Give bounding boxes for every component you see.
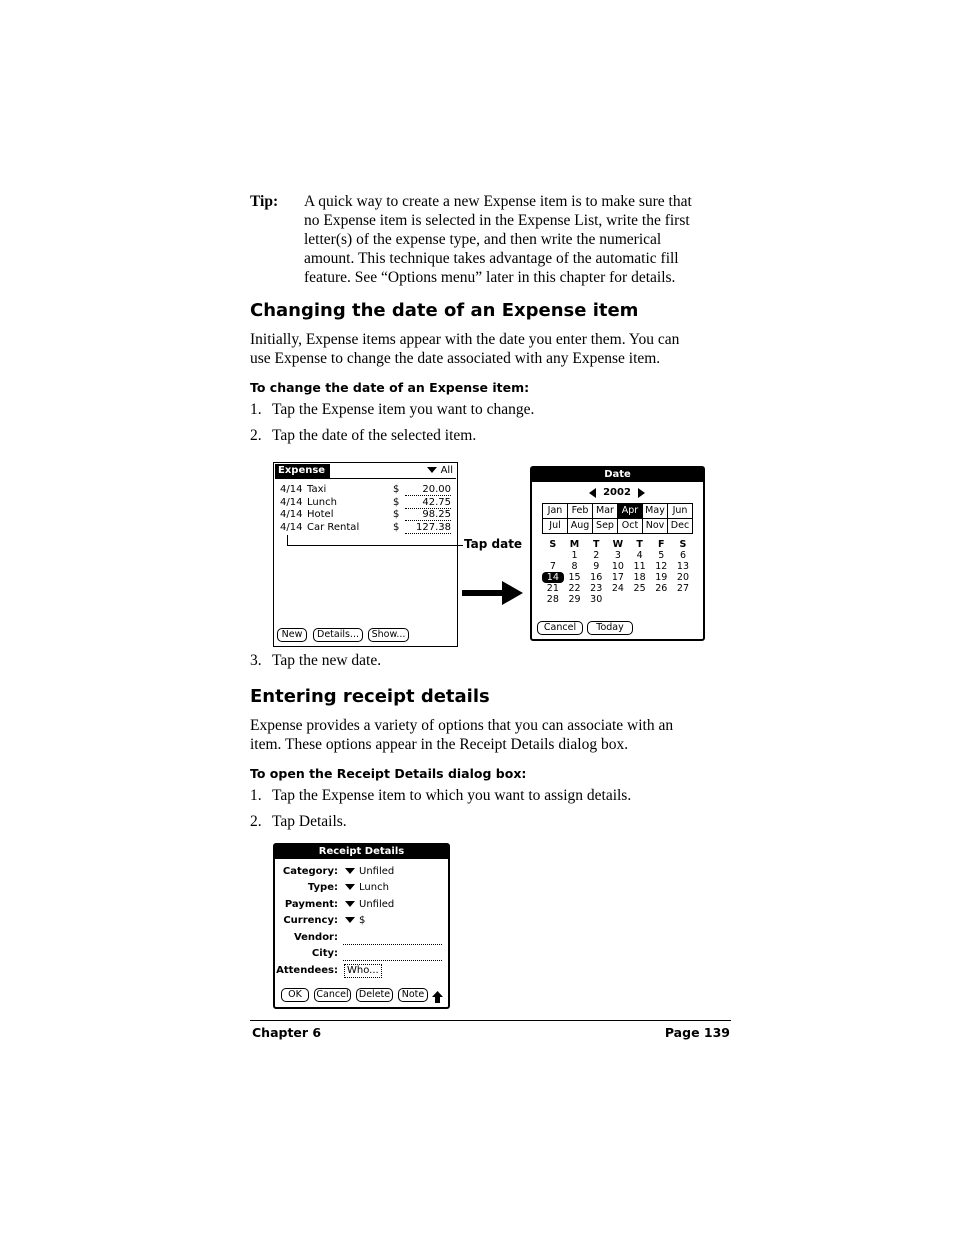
- day-cell[interactable]: 20: [676, 572, 690, 583]
- month-aug[interactable]: Aug: [567, 518, 593, 534]
- step-number: 1.: [250, 401, 262, 418]
- right-arrow-icon: [462, 579, 524, 607]
- month-jun[interactable]: Jun: [667, 503, 693, 519]
- new-button[interactable]: New: [277, 628, 307, 642]
- day-cell[interactable]: 1: [571, 550, 578, 561]
- year-selector: [587, 486, 647, 500]
- section-intro: [250, 330, 730, 368]
- expense-list-screen: [273, 462, 458, 647]
- step-text: Tap the date of the selected item.: [272, 427, 477, 444]
- tip-line: no Expense item is selected in the Expense List, write the first: [304, 212, 690, 229]
- day-cell[interactable]: 19: [655, 572, 668, 583]
- day-cell[interactable]: 2: [593, 550, 600, 561]
- day-cell[interactable]: 23: [590, 583, 603, 594]
- expense-amount[interactable]: 127.38: [405, 522, 451, 534]
- category-row: [275, 866, 445, 882]
- day-cell[interactable]: 12: [655, 561, 668, 572]
- day-cell[interactable]: 24: [611, 583, 624, 594]
- weekday-header: S: [549, 539, 557, 550]
- step: [250, 427, 476, 445]
- footer-chapter: Chapter 6: [252, 1025, 322, 1040]
- day-cell[interactable]: 5: [658, 550, 665, 561]
- field-label: Type:: [307, 882, 338, 893]
- expense-currency: $: [393, 484, 400, 495]
- month-apr[interactable]: Apr: [617, 503, 643, 519]
- expense-row[interactable]: [280, 497, 450, 510]
- footer-page: Page 139: [664, 1025, 730, 1040]
- month-mar[interactable]: Mar: [592, 503, 618, 519]
- triangle-down-icon: [345, 884, 355, 890]
- date-picker-screen: [530, 466, 705, 641]
- date-title: Date: [532, 468, 703, 482]
- intro-line: Expense provides a variety of options that you can associate with an: [250, 717, 674, 734]
- weekday-header: T: [636, 539, 643, 550]
- intro-line: use Expense to change the date associated with any Expense item.: [250, 350, 661, 367]
- weekday-header: S: [679, 539, 687, 550]
- vendor-field[interactable]: [343, 933, 442, 945]
- day-cell[interactable]: 26: [655, 583, 668, 594]
- show-button[interactable]: Show...: [368, 628, 409, 642]
- field-label: Vendor:: [293, 932, 338, 943]
- up-arrow-icon[interactable]: [432, 991, 443, 1003]
- step-text: Tap the new date.: [272, 652, 382, 669]
- details-button[interactable]: Details...: [313, 628, 363, 642]
- tip-line: amount. This technique takes advantage of the automatic fill: [304, 250, 679, 267]
- currency-row: [275, 915, 445, 931]
- empty-day-cell: [542, 550, 564, 561]
- step: [250, 787, 631, 805]
- step: [250, 652, 381, 670]
- month-jul[interactable]: Jul: [542, 518, 568, 534]
- step: [250, 813, 347, 831]
- step: [250, 401, 534, 419]
- day-cell[interactable]: 15: [568, 572, 581, 583]
- day-grid: [542, 539, 694, 605]
- field-label: Category:: [282, 866, 338, 877]
- receipt-details-dialog: [273, 843, 450, 1009]
- step-text: Tap the Expense item to which you want to assign details.: [272, 787, 632, 804]
- tip-line: feature. See “Options menu” later in this chapter for details.: [304, 269, 676, 286]
- expense-rows: [280, 484, 450, 534]
- day-cell[interactable]: 13: [676, 561, 690, 572]
- picker-value: Lunch: [359, 882, 389, 893]
- callout-label: Tap date: [464, 537, 523, 551]
- tip-label: Tip:: [250, 193, 279, 210]
- tip-line: A quick way to create a new Expense item is to make sure that: [304, 193, 692, 210]
- category-picker[interactable]: [345, 866, 394, 877]
- intro-line: Initially, Expense items appear with the date you enter them. You can: [250, 331, 680, 348]
- payment-row: [275, 899, 445, 915]
- expense-currency: $: [393, 496, 400, 508]
- next-year-icon[interactable]: [638, 488, 645, 498]
- month-oct[interactable]: Oct: [617, 518, 643, 534]
- day-cell[interactable]: 11: [633, 561, 646, 572]
- type-picker[interactable]: [345, 882, 389, 893]
- day-cell[interactable]: 25: [633, 583, 646, 594]
- title-rule: [275, 478, 456, 479]
- day-cell[interactable]: 17: [611, 572, 624, 583]
- step-text: Tap the Expense item you want to change.: [272, 401, 535, 418]
- step-text: Tap Details.: [272, 813, 347, 830]
- day-cell[interactable]: 27: [676, 583, 690, 594]
- day-cell[interactable]: 18: [633, 572, 646, 583]
- section-intro: [250, 716, 730, 754]
- city-row: [275, 948, 445, 964]
- delete-button[interactable]: Delete: [356, 988, 393, 1002]
- section-heading: Changing the date of an Expense item: [250, 300, 639, 321]
- weekday-header: M: [569, 539, 580, 550]
- expense-name: Hotel: [307, 509, 334, 520]
- field-label: Attendees:: [276, 965, 338, 976]
- footer-rule: [250, 1020, 731, 1021]
- day-cell[interactable]: 22: [568, 583, 581, 594]
- day-cell[interactable]: 16: [590, 572, 603, 583]
- procedure-heading: To open the Receipt Details dialog box:: [250, 766, 527, 781]
- day-cell[interactable]: 21: [546, 583, 559, 594]
- day-cell[interactable]: 14: [542, 572, 564, 583]
- cancel-button[interactable]: Cancel: [537, 621, 583, 635]
- ok-button[interactable]: OK: [281, 988, 309, 1002]
- month-grid: [543, 504, 693, 534]
- day-cell[interactable]: 3: [614, 550, 621, 561]
- expense-date[interactable]: 4/14: [280, 509, 303, 520]
- receipt-title: Receipt Details: [275, 845, 448, 859]
- previous-year-icon[interactable]: [589, 488, 596, 498]
- expense-currency: $: [393, 521, 400, 533]
- day-cell[interactable]: 9: [593, 561, 600, 572]
- month-sep[interactable]: Sep: [592, 518, 618, 534]
- day-cell[interactable]: 29: [568, 594, 581, 605]
- day-cell[interactable]: 28: [546, 594, 559, 605]
- intro-line: item. These options appear in the Receipt Details dialog box.: [250, 736, 629, 753]
- city-field[interactable]: [343, 949, 442, 961]
- month-jan[interactable]: Jan: [542, 503, 568, 519]
- day-cell[interactable]: 8: [571, 561, 578, 572]
- weekday-header: W: [612, 539, 624, 550]
- type-row: [275, 882, 445, 898]
- today-button[interactable]: Today: [587, 621, 633, 635]
- expense-amount[interactable]: 42.75: [405, 497, 451, 509]
- expense-amount[interactable]: 98.25: [405, 509, 451, 521]
- who-button[interactable]: Who...: [344, 964, 382, 978]
- day-cell[interactable]: 6: [679, 550, 686, 561]
- expense-name: Car Rental: [307, 521, 360, 533]
- triangle-down-icon: [345, 868, 355, 874]
- expense-currency: $: [393, 509, 400, 520]
- expense-date[interactable]: 4/14: [280, 484, 303, 495]
- callout-line-horizontal: [287, 545, 463, 546]
- cancel-button[interactable]: Cancel: [314, 988, 351, 1002]
- weekday-header: F: [658, 539, 665, 550]
- picker-value: Unfiled: [359, 899, 395, 910]
- expense-row[interactable]: [280, 522, 450, 535]
- step-number: 2.: [250, 813, 262, 830]
- attendees-row: [275, 965, 445, 981]
- expense-name: Taxi: [307, 484, 327, 495]
- currency-picker[interactable]: [345, 915, 365, 926]
- month-nov[interactable]: Nov: [642, 518, 668, 534]
- vendor-row: [275, 932, 445, 948]
- tip-line: letter(s) of the expense type, and then write the numerical: [304, 231, 662, 248]
- month-may[interactable]: May: [642, 503, 668, 519]
- step-number: 3.: [250, 652, 262, 669]
- tip-text: [304, 192, 734, 287]
- month-dec[interactable]: Dec: [667, 518, 693, 534]
- category-picker[interactable]: [427, 465, 453, 476]
- year-label: 2002: [603, 487, 631, 498]
- expense-row[interactable]: [280, 509, 450, 522]
- note-button[interactable]: Note: [398, 988, 428, 1002]
- category-picker-label: All: [440, 465, 453, 476]
- month-feb[interactable]: Feb: [567, 503, 593, 519]
- expense-amount[interactable]: 20.00: [405, 484, 451, 496]
- day-cell[interactable]: 7: [549, 561, 556, 572]
- expense-date[interactable]: 4/14: [280, 521, 303, 533]
- triangle-down-icon: [427, 467, 437, 473]
- step-number: 2.: [250, 427, 262, 444]
- section-heading: Entering receipt details: [250, 686, 490, 707]
- triangle-down-icon: [345, 917, 355, 923]
- picker-value: $: [359, 915, 366, 926]
- triangle-down-icon: [345, 901, 355, 907]
- day-cell[interactable]: 30: [590, 594, 603, 605]
- procedure-heading: To change the date of an Expense item:: [250, 380, 530, 395]
- picker-value: Unfiled: [359, 866, 395, 877]
- field-label: Currency:: [283, 915, 338, 926]
- day-cell[interactable]: 10: [611, 561, 624, 572]
- field-label: Payment:: [284, 899, 338, 910]
- step-number: 1.: [250, 787, 262, 804]
- day-cell[interactable]: 4: [636, 550, 643, 561]
- field-label: City:: [311, 948, 338, 959]
- expense-title: Expense: [275, 464, 330, 478]
- expense-date[interactable]: 4/14: [280, 496, 303, 508]
- expense-row[interactable]: [280, 484, 450, 497]
- payment-picker[interactable]: [345, 899, 394, 910]
- expense-name: Lunch: [307, 496, 337, 508]
- weekday-header: T: [592, 539, 600, 550]
